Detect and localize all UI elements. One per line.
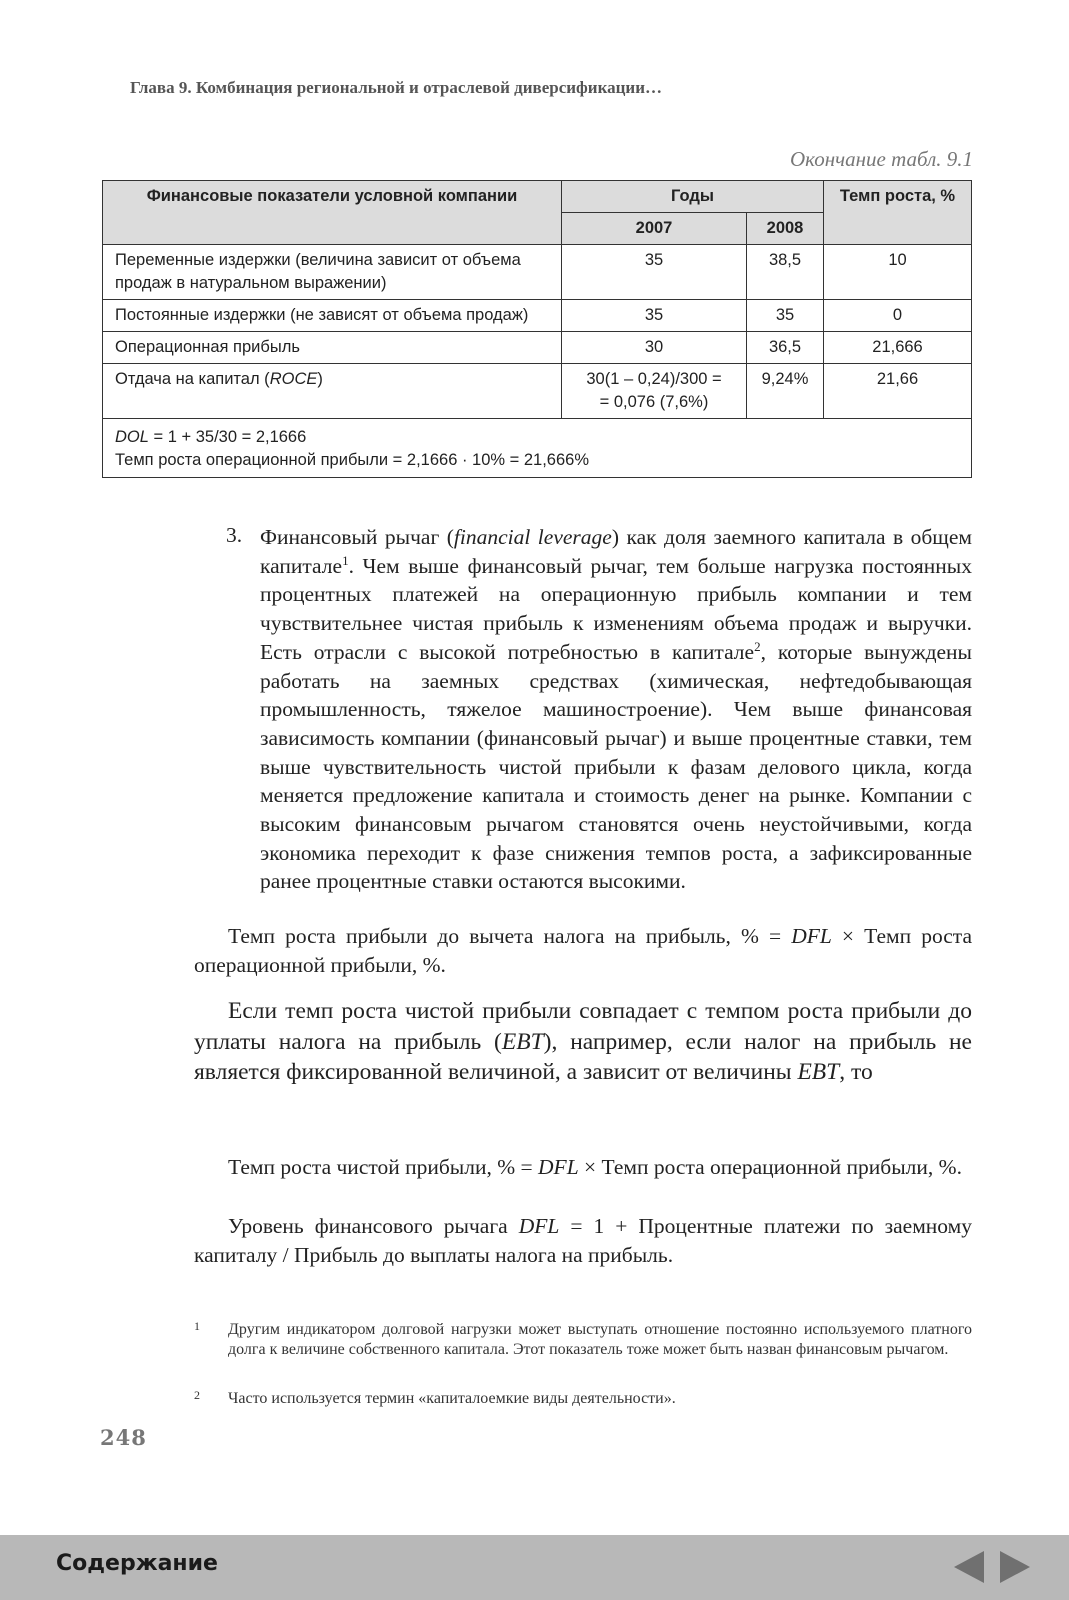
table-caption: Окончание табл. 9.1 xyxy=(790,147,973,171)
triangle-right-icon xyxy=(996,1549,1034,1585)
paragraph-net-growth: Темп роста чистой прибыли, % = DFL × Темп роста операционной прибыли, %. xyxy=(228,1155,962,1179)
row-2008: 35 xyxy=(747,300,824,332)
row-2007: 35 xyxy=(562,300,747,332)
paragraph-dfl-level: Уровень финансового рычага DFL = 1 + Процентные платежи по заемному капиталу / Прибыль до выплаты налога на прибыль. xyxy=(194,1214,972,1267)
table-of-contents-link[interactable]: Содержание xyxy=(56,1551,218,1576)
triangle-left-icon xyxy=(950,1549,988,1585)
footnote-mark: 2 xyxy=(194,1388,200,1402)
bottom-navigation-bar xyxy=(0,1535,1069,1600)
previous-page-button[interactable] xyxy=(950,1549,988,1585)
row-growth: 21,66 xyxy=(824,364,972,419)
header-indicator: Финансовые показатели условной компании xyxy=(103,181,562,245)
list-number: 3. xyxy=(226,523,243,547)
table-note: DOL = 1 + 35/30 = 2,1666 Темп роста операционной прибыли = 2,1666 · 10% = 21,666% xyxy=(103,419,972,478)
list-item-financial-leverage xyxy=(226,523,972,896)
header-year-2007: 2007 xyxy=(562,213,747,245)
header-years: Годы xyxy=(562,181,824,213)
row-2007: 30(1 – 0,24)/300 = = 0,076 (7,6%) xyxy=(562,364,747,419)
row-2008: 36,5 xyxy=(747,332,824,364)
row-growth: 10 xyxy=(824,245,972,300)
row-name: Операционная прибыль xyxy=(103,332,562,364)
footnote-ref-1[interactable]: 1 xyxy=(342,552,349,568)
row-2007: 30 xyxy=(562,332,747,364)
table-row xyxy=(103,364,972,419)
list-text: Финансовый рычаг (financial leverage) как доля заемного капитала в общем капитале$^1$. Чем выше финансовый рычаг, тем больше нагрузка постоянных процентных платежей на операционную прибыль компании и тем чувствительнее чистая прибыль к изменениям объема продаж и выручки. Есть отрасли с высокой потребностью в капитале$^2$, которые вынуждены работать на заемных средствах (химическая, нефтедобывающая промышленность, тяжелое машиностроение). Чем выше финансовая зависимость компании (финансовый рычаг) и выше процентные ставки, тем выше чувствительность чистой прибыли к фазам делового цикла, когда меняется предложение капитала и стоимость денег на рынке. Компании с высоким финансовым рычагом становятся очень неустойчивыми, когда экономика переходит к фазе снижения темпов роста, а зафиксированные ранее процентные ставки остаются высокими. xyxy=(260,525,972,894)
row-name: Отдача на капитал (ROCE) xyxy=(103,364,562,419)
row-2008: 9,24% xyxy=(747,364,824,419)
row-name: Переменные издержки (величина зависит от объема продаж в натуральном выражении) xyxy=(103,245,562,300)
row-2007: 35 xyxy=(562,245,747,300)
footnote-ref-2[interactable]: 2 xyxy=(754,638,761,654)
paragraph-ebt: Если темп роста чистой прибыли совпадает с темпом роста прибыли до уплаты налога на прибыль (EBT), например, если налог на прибыль не является фиксированной величиной, а зависит от величины EBT, то xyxy=(194,998,972,1085)
footnote-2 xyxy=(194,1389,972,1409)
paragraph-pretax-growth: Темп роста прибыли до вычета налога на прибыль, % = DFL × Темп роста операционной прибыли, %. xyxy=(194,924,973,977)
row-name: Постоянные издержки (не зависят от объема продаж) xyxy=(103,300,562,332)
row-growth: 0 xyxy=(824,300,972,332)
footnote-mark: 1 xyxy=(194,1319,200,1333)
page-number: 248 xyxy=(100,1425,147,1450)
financial-table xyxy=(102,180,972,478)
footnote-text: Другим индикатором долговой нагрузки может выступать отношение постоянно используемого платного долга к величине собственного капитала. Этот показатель тоже может быть назван финансовым рычагом. xyxy=(228,1321,972,1358)
next-page-button[interactable] xyxy=(996,1549,1034,1585)
table-header-row xyxy=(103,181,972,213)
footnote-1 xyxy=(194,1320,972,1360)
table-row xyxy=(103,245,972,300)
running-head: Глава 9. Комбинация региональной и отраслевой диверсификации… xyxy=(130,78,663,97)
table-row xyxy=(103,300,972,332)
row-growth: 21,666 xyxy=(824,332,972,364)
header-growth: Темп роста, % xyxy=(824,181,972,245)
footnote-text: Часто используется термин «капиталоемкие виды деятельности». xyxy=(228,1390,676,1407)
header-year-2008: 2008 xyxy=(747,213,824,245)
row-2008: 38,5 xyxy=(747,245,824,300)
table-note-row xyxy=(103,419,972,478)
table-row xyxy=(103,332,972,364)
